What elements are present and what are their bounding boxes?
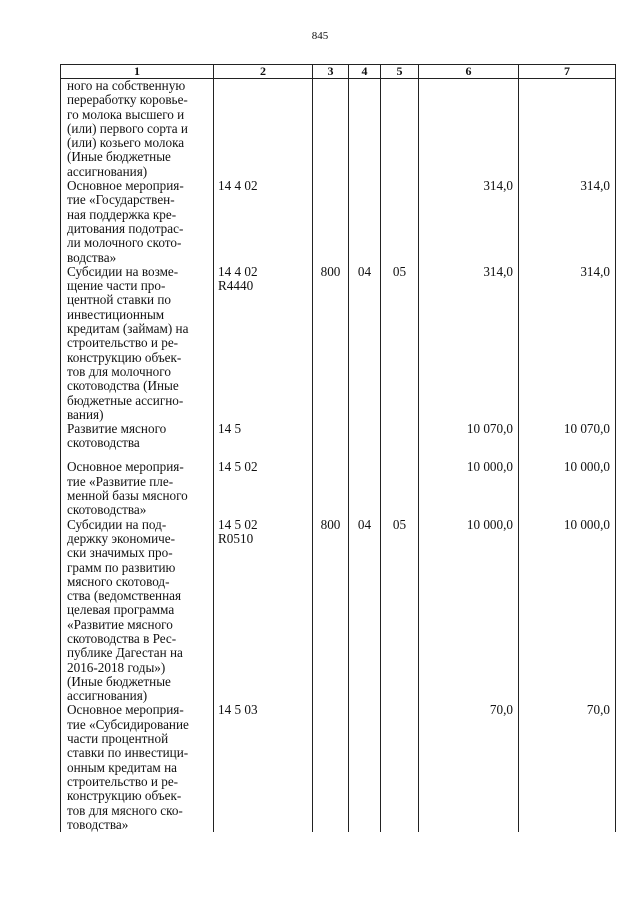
col-header-4: 4 bbox=[349, 65, 381, 79]
row-code: 14 5 02 bbox=[214, 460, 313, 517]
row-col4 bbox=[349, 460, 381, 517]
row-code: 14 4 02 R4440 bbox=[214, 265, 313, 422]
row-col3: 800 bbox=[313, 518, 349, 704]
row-value-6 bbox=[419, 79, 519, 180]
table-row bbox=[61, 179, 616, 265]
row-col3: 800 bbox=[313, 265, 349, 422]
row-value-6: 314,0 bbox=[419, 179, 519, 265]
row-code: 14 5 02 R0510 bbox=[214, 518, 313, 704]
col-header-2: 2 bbox=[214, 65, 313, 79]
row-value-7: 10 070,0 bbox=[519, 422, 616, 460]
row-col4 bbox=[349, 179, 381, 265]
row-col4: 04 bbox=[349, 265, 381, 422]
row-col5 bbox=[381, 79, 419, 180]
row-value-7: 10 000,0 bbox=[519, 518, 616, 704]
row-value-6: 10 000,0 bbox=[419, 518, 519, 704]
col-header-6: 6 bbox=[419, 65, 519, 79]
row-name: Субсидии на под- держку экономиче- ски значимых про- грамм по развитию мясного скотовод- ства (ведомственная целевая программа «Развитие мясного скотоводства в Рес- публике Дагестан на 2016-2018 годы») (Иные бюджетные ассигнования) bbox=[61, 518, 214, 704]
row-col5: 05 bbox=[381, 518, 419, 704]
row-name: Основное мероприя- тие «Субсидирование части процентной ставки по инвестици- онным кредитам на строительство и ре- конструкцию объек- тов для мясного ско- товодства» bbox=[61, 703, 214, 832]
table-row bbox=[61, 518, 616, 704]
row-col3 bbox=[313, 79, 349, 180]
col-header-1: 1 bbox=[61, 65, 214, 79]
row-col4 bbox=[349, 703, 381, 832]
page-number: 845 bbox=[311, 30, 329, 42]
row-value-7 bbox=[519, 79, 616, 180]
row-col4 bbox=[349, 79, 381, 180]
table-row bbox=[61, 703, 616, 832]
row-col5 bbox=[381, 460, 419, 517]
table-row bbox=[61, 422, 616, 460]
table-row bbox=[61, 460, 616, 517]
table-row bbox=[61, 265, 616, 422]
row-col3 bbox=[313, 703, 349, 832]
row-col3 bbox=[313, 179, 349, 265]
row-name: Основное мероприя- тие «Государствен- ная поддержка кре- дитования подотрас- ли молочного ското- водства» bbox=[61, 179, 214, 265]
row-name: ного на собственную переработку коровье- го молока высшего и (или) первого сорта и (или) козьего молока (Иные бюджетные ассигнования) bbox=[61, 79, 214, 180]
row-value-6: 314,0 bbox=[419, 265, 519, 422]
row-value-7: 314,0 bbox=[519, 265, 616, 422]
row-col4: 04 bbox=[349, 518, 381, 704]
budget-table bbox=[60, 64, 616, 832]
row-col5 bbox=[381, 179, 419, 265]
row-value-6: 10 000,0 bbox=[419, 460, 519, 517]
row-name: Субсидии на возме- щение части про- центной ставки по инвестиционным кредитам (займам) на строительство и ре- конструкцию объек- тов для молочного скотоводства (Иные бюджетные ассигно- вания) bbox=[61, 265, 214, 422]
row-col5: 05 bbox=[381, 265, 419, 422]
table-header-row bbox=[61, 65, 616, 79]
row-col3 bbox=[313, 460, 349, 517]
table-row bbox=[61, 79, 616, 180]
row-value-7: 10 000,0 bbox=[519, 460, 616, 517]
row-code bbox=[214, 79, 313, 180]
row-col4 bbox=[349, 422, 381, 460]
row-name: Развитие мясного скотоводства bbox=[61, 422, 214, 460]
row-col3 bbox=[313, 422, 349, 460]
col-header-5: 5 bbox=[381, 65, 419, 79]
row-name: Основное мероприя- тие «Развитие пле- менной базы мясного скотоводства» bbox=[61, 460, 214, 517]
col-header-3: 3 bbox=[313, 65, 349, 79]
row-code: 14 5 bbox=[214, 422, 313, 460]
col-header-7: 7 bbox=[519, 65, 616, 79]
row-col5 bbox=[381, 703, 419, 832]
row-value-6: 70,0 bbox=[419, 703, 519, 832]
row-value-7: 314,0 bbox=[519, 179, 616, 265]
row-value-6: 10 070,0 bbox=[419, 422, 519, 460]
row-code: 14 5 03 bbox=[214, 703, 313, 832]
row-code: 14 4 02 bbox=[214, 179, 313, 265]
row-value-7: 70,0 bbox=[519, 703, 616, 832]
row-col5 bbox=[381, 422, 419, 460]
